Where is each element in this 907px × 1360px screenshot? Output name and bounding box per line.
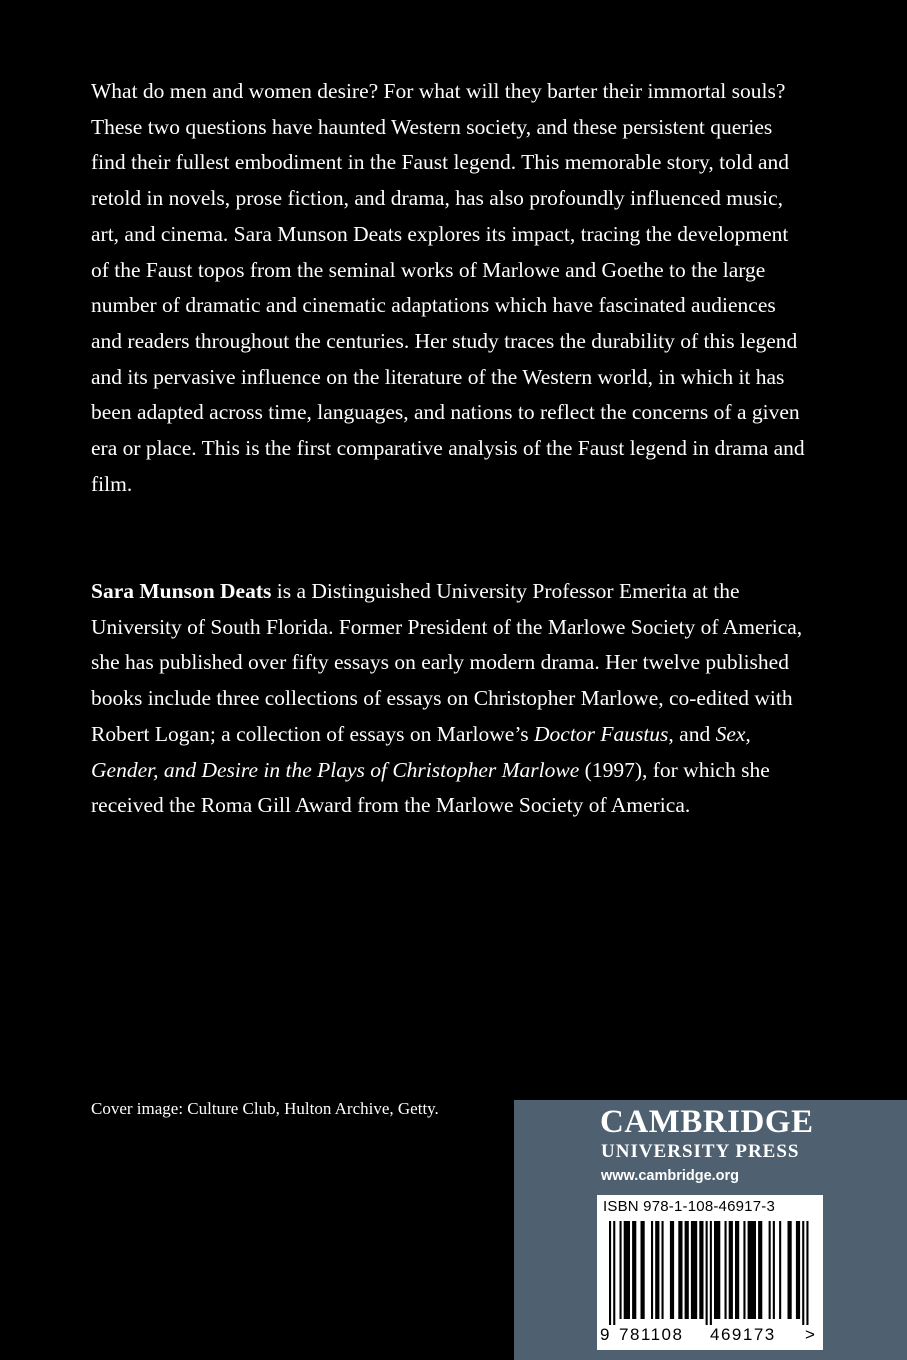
bio-text-3: (1997), for which she received the Roma Gill Award from the Marlowe Society of America.	[91, 757, 770, 818]
barcode-bar	[806, 1221, 808, 1325]
barcode-digit-first: 9	[600, 1325, 611, 1344]
barcode-bar	[796, 1221, 800, 1319]
barcode-digits-left: 781108	[619, 1325, 684, 1344]
barcode-bar	[710, 1221, 712, 1325]
barcode-bar	[714, 1221, 720, 1319]
barcode-bars	[609, 1221, 811, 1325]
book-blurb: What do men and women desire? For what will they barter their immortal souls? These two questions have haunted Western society, and these persistent queries find their fullest embodiment in the Faust legend. This memorable story, told and retold in novels, prose fiction, and drama, has also profoundly influenced music, art, and cinema. Sara Munson Deats explores its impact, tracing the development of the Faust topos from the seminal works of Marlowe and Goethe to the large number of dramatic and cinematic adaptations which have fascinated audiences and readers throughout the centuries. Her study traces the durability of this legend and its pervasive influence on the literature of the Western world, in which it has been adapted across time, languages, and nations to reflect the concerns of a given era or place. This is the first comparative analysis of the Faust legend in drama and film.	[91, 79, 805, 496]
author-bio	[91, 574, 811, 824]
barcode-bar	[743, 1221, 745, 1319]
barcode-bar	[609, 1221, 611, 1325]
barcode-digits	[597, 1325, 823, 1349]
isbn-barcode	[597, 1195, 823, 1350]
publisher-logo-subtitle: UNIVERSITY PRESS	[601, 1141, 800, 1162]
barcode-bar	[735, 1221, 739, 1319]
barcode-bar	[620, 1221, 622, 1319]
barcode-bar	[706, 1221, 708, 1325]
barcode-bar	[699, 1221, 703, 1319]
isbn-label: ISBN 978-1-108-46917-3	[603, 1198, 776, 1215]
barcode-bar	[678, 1221, 682, 1319]
publisher-logo-name: CAMBRIDGE	[600, 1104, 814, 1140]
barcode-bar	[769, 1221, 771, 1319]
barcode-digits-right: 469173	[710, 1325, 776, 1344]
barcode-bar	[788, 1221, 792, 1319]
book-title-sex-gender-desire: Sex, Gender, and Desire in the Plays of Christopher Marlowe	[91, 721, 751, 782]
barcode-bar	[779, 1221, 781, 1319]
publisher-panel	[514, 1100, 907, 1360]
book-title-doctor-faustus: Doctor Faustus	[534, 721, 669, 746]
barcode-bar	[641, 1221, 645, 1319]
barcode-bar	[651, 1221, 653, 1319]
barcode-bar	[685, 1221, 689, 1319]
barcode-bar	[729, 1221, 733, 1319]
barcode-bar	[748, 1221, 756, 1319]
bio-text-1: is a Distinguished University Professor Emerita at the University of South Florida. Former President of the Marlowe Society of America, she has published over fifty essays on early modern drama. Her twelve published books include three collections of essays on Christopher Marlowe, co-edited with Robert Logan; a collection of essays on Marlowe’s	[91, 579, 803, 746]
cover-image-credit: Cover image: Culture Club, Hulton Archive, Getty.	[91, 1099, 439, 1118]
barcode-bar	[670, 1221, 674, 1319]
barcode-bar	[632, 1221, 636, 1319]
barcode-bar	[662, 1221, 664, 1319]
barcode-bar	[725, 1221, 727, 1319]
author-name: Sara Munson Deats	[91, 579, 272, 603]
barcode-bar	[624, 1221, 630, 1319]
barcode-end-mark: >	[805, 1325, 817, 1344]
barcode-bar	[613, 1221, 615, 1325]
barcode-bar	[758, 1221, 762, 1319]
barcode-bar	[802, 1221, 804, 1325]
publisher-url: www.cambridge.org	[601, 1168, 740, 1184]
bio-text-2: , and	[668, 721, 716, 746]
barcode-bar	[773, 1221, 775, 1319]
barcode-bar	[691, 1221, 697, 1319]
barcode-bar	[655, 1221, 659, 1319]
